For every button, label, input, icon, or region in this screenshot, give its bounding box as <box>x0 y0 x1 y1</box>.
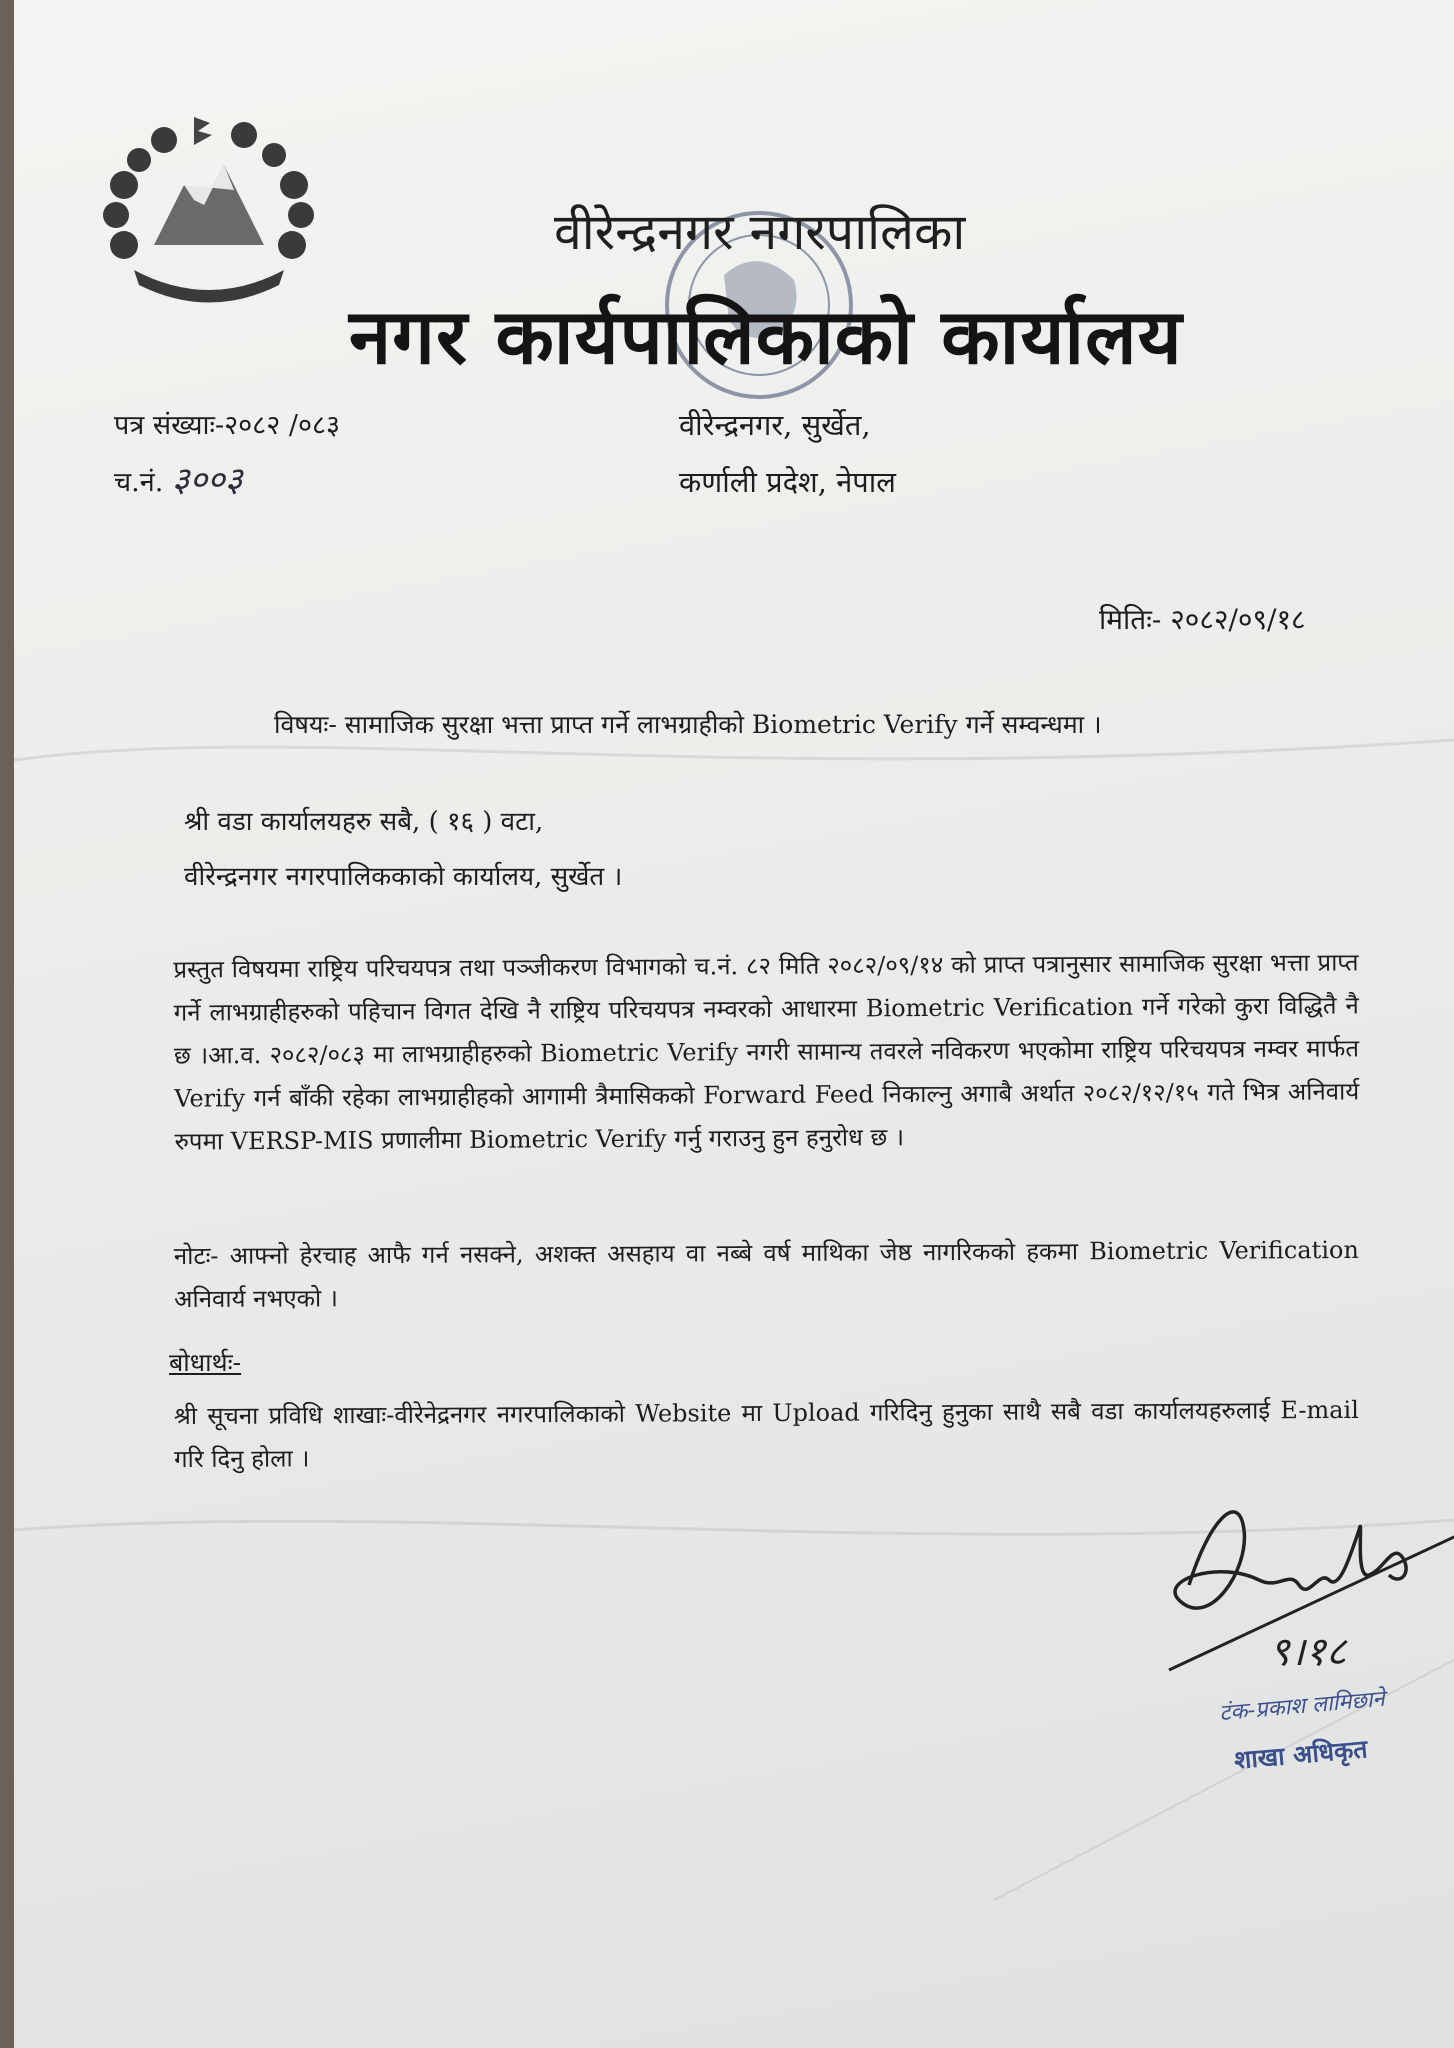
dispatch-number: ३००३ <box>171 460 243 500</box>
nepal-emblem-icon <box>94 105 324 310</box>
letter-number: पत्र संख्याः-२०८२ /०८३ <box>114 410 341 441</box>
dispatch-label: च.नं. <box>114 467 164 498</box>
subject-line: विषयः- सामाजिक सुरक्षा भत्ता प्राप्त गर्ने लाभग्राहीको Biometric Verify गर्ने सम्वन्धमा । <box>274 710 1102 739</box>
addressee-line-1: श्री वडा कार्यालयहरु सबै, ( १६ ) वटा, <box>184 807 544 837</box>
office-title: नगर कार्यपालिकाको कार्यालय <box>349 292 1183 381</box>
dispatch-line <box>114 455 243 501</box>
body-paragraph: प्रस्तुत विषयमा राष्ट्रिय परिचयपत्र तथा पञ्जीकरण विभागको च.नं. ८२ मिति २०८२/०९/१४ को प्राप्त पत्रानुसार सामाजिक सुरक्षा भत्ता प्राप्त गर्ने लाभग्राहीहरुको पहिचान विगत देखि नै राष्ट्रिय परिचयपत्र नम्वरको आधारमा Biometric Verification गर्ने गरेको कुरा विद्धितै नै छ ।आ.व. २०८२/०८३ मा लाभग्राहीहरुको Biometric Verify नगरी सामान्य तवरले नविकरण भएकोमा राष्ट्रिय परिचयपत्र नम्वर मार्फत Verify गर्न बाँकी रहेका लाभग्राहीहको आगामी त्रैमासिकको Forward Feed निकाल्नु अगाबै अर्थात २०८२/१२/१५ गते भित्र अनिवार्य रुपमा VERSP-MIS प्रणालीमा Biometric Verify गर्नु गराउनु हुन हनुरोध छ । <box>173 948 1360 1156</box>
letter-date: मितिः- २०८२/०९/१८ <box>1099 603 1306 636</box>
officer-title-stamp: शाखा अधिकृत <box>1233 1734 1369 1775</box>
letter-paper <box>14 0 1454 2048</box>
cc-heading: बोधार्थः- <box>169 1348 242 1377</box>
address-line-1: वीरेन्द्रनगर, सुर्खेत, <box>679 408 871 442</box>
municipality-name: वीरेन्द्रनगर नगरपालिका <box>554 203 966 261</box>
signature-date: ९।१८ <box>1269 1629 1347 1675</box>
cc-paragraph: श्री सूचना प्रविधि शाखाः-वीरेनेद्रनगर नगरपालिकाको Website मा Upload गरिदिनु हुनुका साथै सबै वडा कार्यालयहरुलाई E-mail गरि दिनु होला । <box>173 1395 1359 1474</box>
officer-name-stamp: टंक-प्रकाश लामिछाने <box>1218 1686 1386 1727</box>
addressee-line-2: वीरेन्द्रनगर नगरपालिककाको कार्यालय, सुर्खेत । <box>184 862 623 892</box>
note-paragraph: नोटः- आफ्नो हेरचाह आफै गर्न नसक्ने, अशक्त असहाय वा नब्बे वर्ष माथिका जेष्ठ नागरिकको हकमा Biometric Verification अनिवार्य नभएको । <box>173 1235 1359 1314</box>
handwritten-signature <box>1149 1490 1454 1720</box>
address-line-2: कर्णाली प्रदेश, नेपाल <box>679 465 896 499</box>
